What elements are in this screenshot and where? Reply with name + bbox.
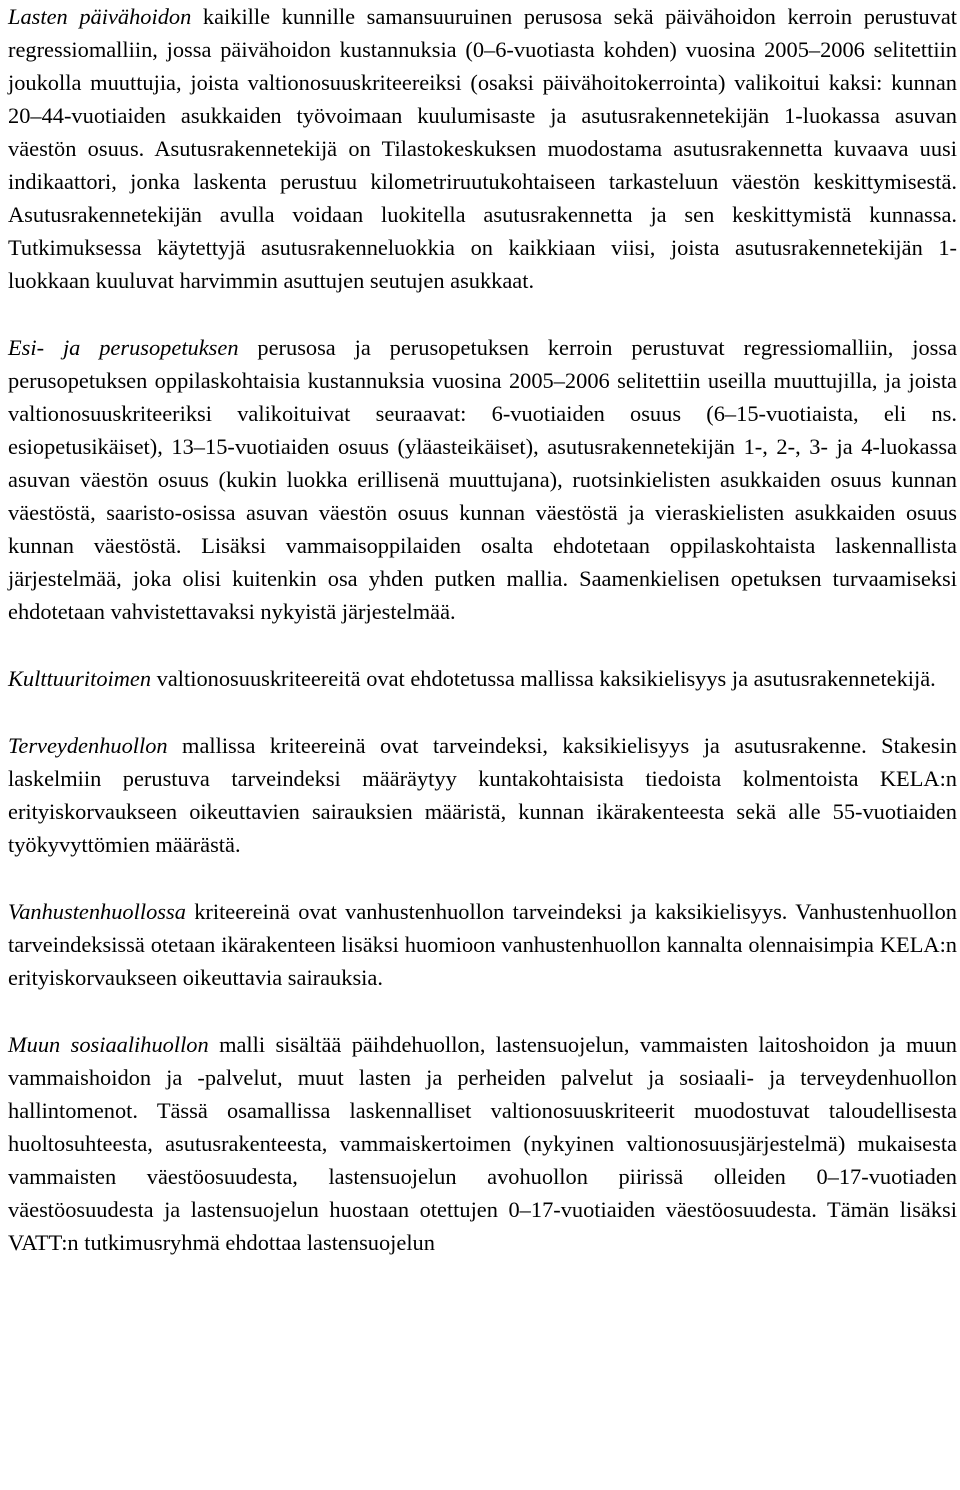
- paragraph-text: valtionosuuskriteereitä ovat ehdotetussa mallissa kaksikielisyys ja asutusrakennetekijä.: [151, 666, 936, 691]
- paragraph-lead: Terveydenhuollon: [8, 733, 168, 758]
- paragraph-lead: Kulttuuritoimen: [8, 666, 152, 691]
- paragraph-text: kriteereinä ovat vanhustenhuollon tarveindeksi ja kaksikielisyys. Vanhustenhuollon tarveindeksissä otetaan ikärakenteen lisäksi huomioon vanhustenhuollon kannalta olennaisimpia KELA:n erityiskorvaukseen oikeuttavia sairauksia.: [8, 899, 957, 990]
- paragraph-muu-sosiaalihuolto: [8, 1028, 957, 1259]
- paragraph-text: mallissa kriteereinä ovat tarveindeksi, kaksikielisyys ja asutusrakenne. Stakesin laskelmiin perustuva tarveindeksi määräytyy kuntakohtaisista tiedoista kolmentoista KELA:n erityiskorvaukseen oikeuttavien sairauksien määristä, kunnan ikärakenteesta sekä alle 55-vuotiaiden työkyvyttömien määrästä.: [8, 733, 957, 857]
- paragraph-text: kaikille kunnille samansuuruinen perusosa sekä päivähoidon kerroin perustuvat regressiomalliin, jossa päivähoidon kustannuksia (0–6-vuotiasta kohden) vuosina 2005–2006 selitettiin joukolla muuttujia, joista valtionosuuskriteereiksi (osaksi päivähoitokerrointa) valikoitui kaksi: kunnan 20–44-vuotiaiden asukkaiden työvoimaan kuulumisaste ja asutusrakennetekijän 1-luokassa asuvan väestön osuus. Asutusrakennetekijä on Tilastokeskuksen muodostama asutusrakennetta kuvaava uusi indikaattori, jonka laskenta perustuu kilometriruutukohtaiseen tarkasteluun väestön keskittymisestä. Asutusrakennetekijän avulla voidaan luokitella asutusrakennetta ja sen keskittymistä kunnassa. Tutkimuksessa käytettyjä asutusrakenneluokkia on kaikkiaan viisi, joista asutusrakennetekijän 1-luokkaan kuuluvat harvimmin asuttujen seutujen asukkaat.: [8, 4, 957, 293]
- paragraph-lead: Lasten päivähoidon: [8, 4, 192, 29]
- paragraph-lasten-paivahoito: [8, 0, 957, 297]
- paragraph-kulttuuritoimi: [8, 662, 957, 695]
- paragraph-text: malli sisältää päihdehuollon, lastensuojelun, vammaisten laitoshoidon ja muun vammaishoidon ja -palvelut, muut lasten ja perheiden palvelut ja sosiaali- ja terveydenhuollon hallintomenot. Tässä osamallissa laskennalliset valtionosuuskriteerit muodostuvat taloudellisesta huoltosuhteesta, asutusrakenteesta, vammaiskertoimen (nykyinen valtionosuusjärjestelmä) mukaisesta vammaisten väestöosuudesta, lastensuojelun avohuollon piirissä olleiden 0–17-vuotiaden väestöosuudesta ja lastensuojelun huostaan otettujen 0–17-vuotiaiden väestöosuudesta. Tämän lisäksi VATT:n tutkimusryhmä ehdottaa lastensuojelun: [8, 1032, 957, 1255]
- paragraph-esi-ja-perusopetus: [8, 331, 957, 628]
- paragraph-lead: Vanhustenhuollossa: [8, 899, 186, 924]
- paragraph-terveydenhuolto: [8, 729, 957, 861]
- paragraph-lead: Muun sosiaalihuollon: [8, 1032, 209, 1057]
- paragraph-vanhustenhuolto: [8, 895, 957, 994]
- paragraph-lead: Esi- ja perusopetuksen: [8, 335, 239, 360]
- paragraph-text: perusosa ja perusopetuksen kerroin perustuvat regressiomalliin, jossa perusopetuksen oppilaskohtaisia kustannuksia vuosina 2005–2006 selitettiin useilla muuttujilla, ja joista valtionosuuskriteeriksi valikoituivat seuraavat: 6-vuotiaiden osuus (6–15-vuotiaista, eli ns. esiopetusikäiset), 13–15-vuotiaiden osuus (yläasteikäiset), asutusrakennetekijän 1-, 2-, 3- ja 4-luokassa asuvan väestön osuus (kukin luokka erillisenä muuttujana), ruotsinkielisten asukkaiden osuus kunnan väestöstä, saaristo-osissa asuvan väestön osuus kunnan väestöstä ja vieraskielisten asukkaiden osuus kunnan väestöstä. Lisäksi vammaisoppilaiden osalta ehdotetaan oppilaskohtaista laskennallista järjestelmää, joka olisi kuitenkin osa yhden putken mallia. Saamenkielisen opetuksen turvaamiseksi ehdotetaan vahvistettavaksi nykyistä järjestelmää.: [8, 335, 958, 624]
